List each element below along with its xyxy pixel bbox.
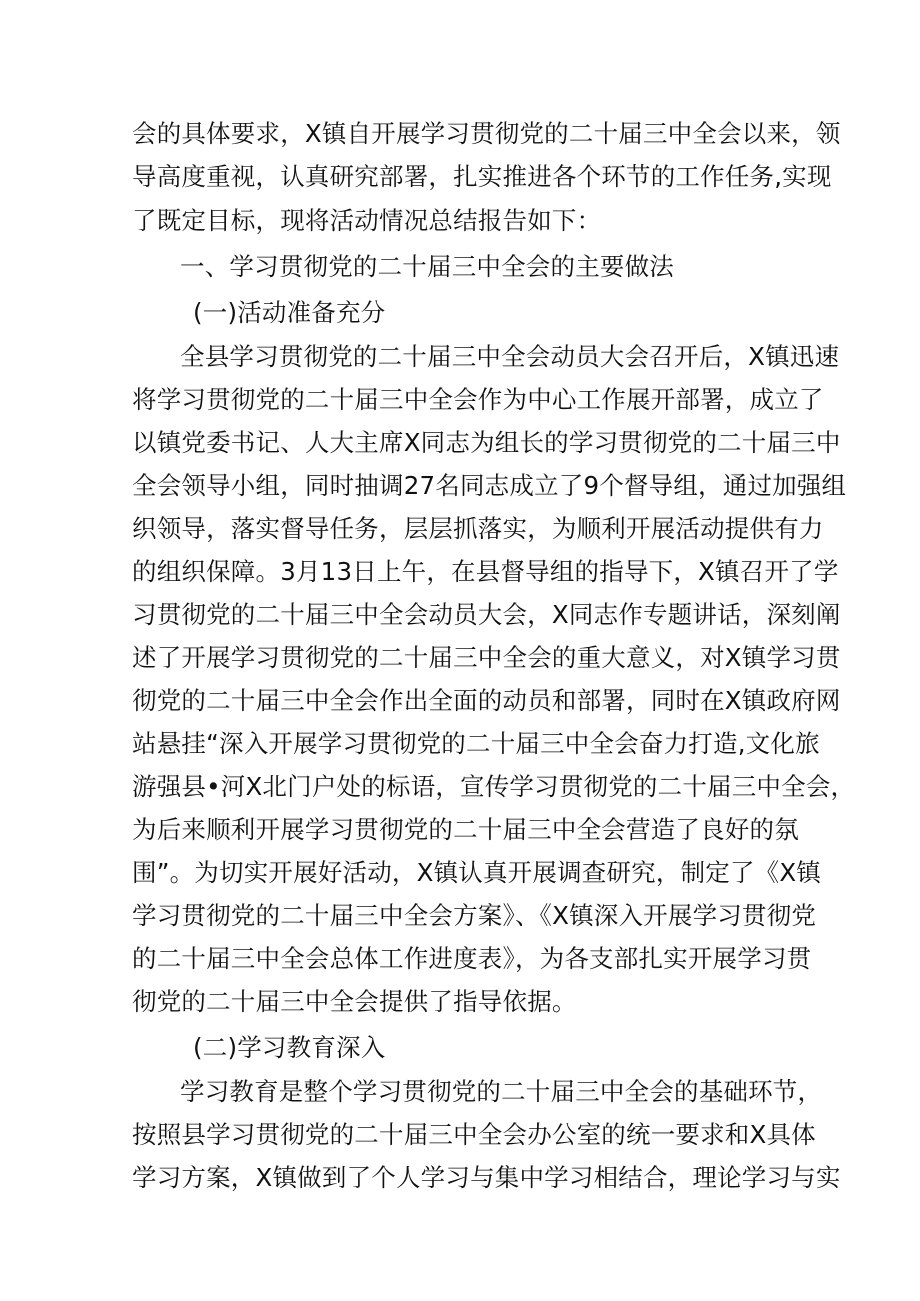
body-text-line: 了既定目标，现将活动情况总结报告如下： bbox=[132, 206, 602, 235]
body-text-line: 导高度重视，认真研究部署，扎实推进各个环节的工作任务,实现 bbox=[132, 162, 832, 191]
body-text-line: 游强县•河X北门户处的标语，宣传学习贯彻党的二十届三中全会， bbox=[132, 772, 856, 801]
body-text-line: 的组织保障。3月13日上午，在县督导组的指导下，X镇召开了学 bbox=[132, 557, 839, 586]
body-text-line: 将学习贯彻党的二十届三中全会作为中心工作展开部署，成立了 bbox=[132, 385, 824, 414]
body-text-line: 学习贯彻党的二十届三中全会方案》、《X镇深入开展学习贯彻党 bbox=[132, 901, 817, 930]
body-text-line: 学习方案，X镇做到了个人学习与集中学习相结合，理论学习与实 bbox=[132, 1163, 841, 1192]
body-text-line: 彻党的二十届三中全会提供了指导依据。 bbox=[132, 987, 577, 1016]
body-text-line: 的二十届三中全会总体工作进度表》，为各支部扎实开展学习贯 bbox=[132, 944, 812, 973]
paragraph-first-line: 学习教育是整个学习贯彻党的二十届三中全会的基础环节， bbox=[180, 1077, 823, 1106]
body-text-line: 为后来顺利开展学习贯彻党的二十届三中全会营造了良好的氛 bbox=[132, 815, 799, 844]
body-text-line: 述了开展学习贯彻党的二十届三中全会的重大意义，对X镇学习贯 bbox=[132, 643, 841, 672]
body-text-line: 织领导，落实督导任务，层层抓落实，为顺利开展活动提供有力 bbox=[132, 514, 824, 543]
subsection-heading: (一)活动准备充分 bbox=[193, 298, 386, 327]
subsection-heading: (二)学习教育深入 bbox=[193, 1033, 386, 1062]
body-text-line: 全会领导小组，同时抽调27名同志成立了9个督导组，通过加强组 bbox=[132, 471, 847, 500]
body-text-line: 站悬挂“深入开展学习贯彻党的二十届三中全会奋力打造,文化旅 bbox=[132, 729, 820, 758]
body-text-line: 以镇党委书记、人大主席X同志为组长的学习贯彻党的二十届三中 bbox=[132, 428, 841, 457]
body-text-line: 习贯彻党的二十届三中全会动员大会，X同志作专题讲话，深刻阐 bbox=[132, 600, 841, 629]
body-text-line: 彻党的二十届三中全会作出全面的动员和部署，同时在X镇政府网 bbox=[132, 686, 841, 715]
paragraph-first-line: 全县学习贯彻党的二十届三中全会动员大会召开后，X镇迅速 bbox=[180, 342, 840, 371]
body-text-line: 围”。为切实开展好活动，X镇认真开展调查研究，制定了《X镇 bbox=[132, 858, 822, 887]
section-heading: 一、学习贯彻党的二十届三中全会的主要做法 bbox=[180, 252, 674, 281]
body-text-line: 按照县学习贯彻党的二十届三中全会办公室的统一要求和X具体 bbox=[132, 1120, 816, 1149]
body-text-line: 会的具体要求，X镇自开展学习贯彻党的二十届三中全会以来，领 bbox=[132, 119, 841, 148]
